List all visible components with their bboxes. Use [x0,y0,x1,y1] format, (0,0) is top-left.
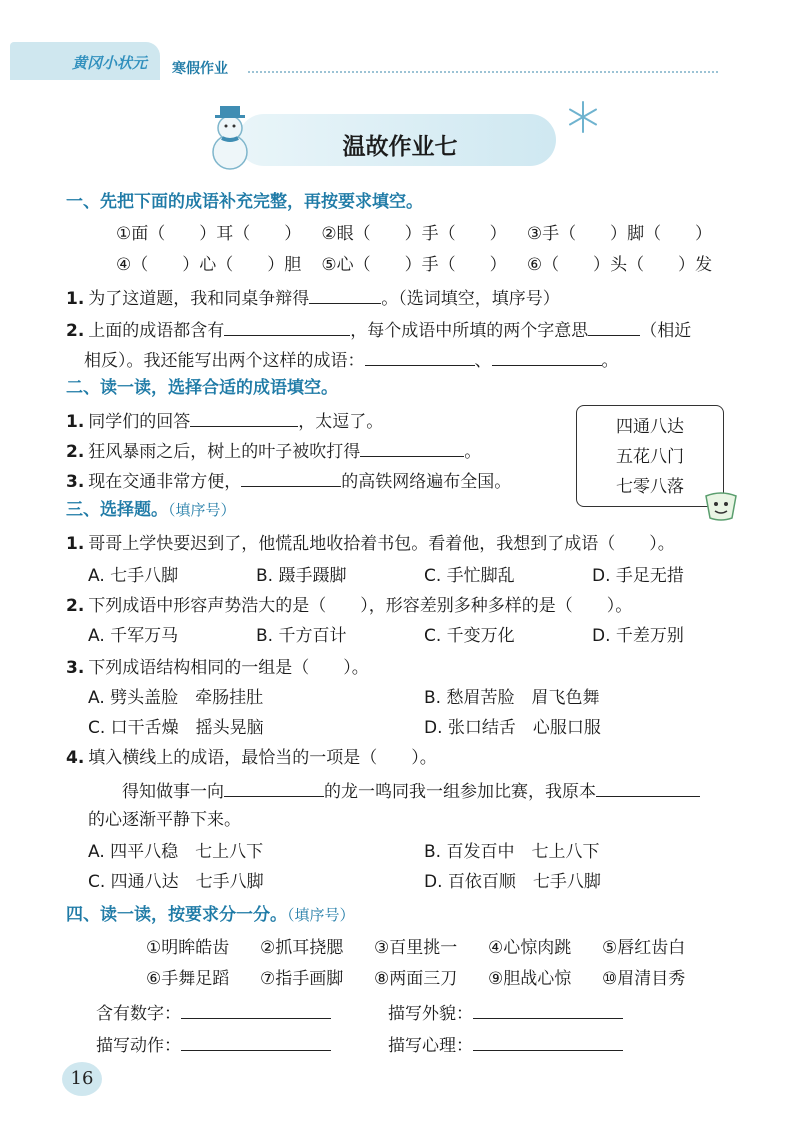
section1-heading: 一、先把下面的成语补充完整，再按要求填空。 [66,192,423,212]
option[interactable]: D. 手足无措 [592,566,684,586]
option[interactable]: A. 千军万马 [88,626,179,646]
word-bank-item: 五花八门 [616,447,684,467]
s3-q2-options [88,624,722,648]
answer-blank[interactable] [365,347,475,366]
answer-blank[interactable] [473,1000,623,1019]
answer-blank[interactable] [360,438,464,457]
idiom-item: ②眼（ ）手（ ） [321,224,507,244]
header-divider [248,71,718,73]
idiom-item: ①明眸皓齿 [146,938,230,958]
answer-blank[interactable] [224,778,324,797]
idiom-item: ⑦指手画脚 [260,969,344,989]
s3-q1-options [88,564,722,588]
word-bank-item: 四通八达 [616,417,684,437]
idiom-item: ⑤唇红齿白 [602,938,686,958]
option[interactable]: D. 张口结舌 心服口服 [424,718,601,738]
s4-idiom-row-1 [146,936,685,960]
idiom-item: ③百里挑一 [374,938,458,958]
option[interactable]: B. 蹑手蹑脚 [256,566,347,586]
answer-blank[interactable] [473,1032,623,1051]
option[interactable]: D. 百依百顺 七手八脚 [424,872,601,892]
idiom-item: ⑥手舞足蹈 [146,969,230,989]
s3-question-1: 1. 哥哥上学快要迟到了，他慌乱地收拾着书包。看着他，我想到了成语（ ）。 [66,534,675,554]
idiom-item: ④（ ）心（ ）胆 [116,255,302,275]
s3-q3-options-row2 [88,716,601,740]
s2-question-3: 3. 现在交通非常方便， 的高铁网络遍布全国。 [66,468,511,494]
word-bank-item: 七零八落 [616,477,684,497]
s2-question-2: 2. 狂风暴雨之后，树上的叶子被吹打得 。 [66,438,481,464]
option[interactable]: D. 千差万别 [592,626,684,646]
s3-q4-passage-line1: 得知做事一向 的龙一鸣同我一组参加比赛，我原本 [122,778,700,804]
idiom-item: ⑧两面三刀 [374,969,458,989]
option[interactable]: C. 手忙脚乱 [424,566,515,586]
category-appearance: 描写外貌： [388,1000,623,1026]
answer-blank[interactable] [309,285,381,304]
brand-logo: 黄冈小状元 [72,54,148,72]
option[interactable]: A. 四平八稳 七上八下 [88,842,264,862]
section2-heading: 二、读一读，选择合适的成语填空。 [66,378,338,398]
idiom-row-1 [116,222,727,246]
idiom-item: ③手（ ）脚（ ） [526,224,713,244]
s3-question-2: 2. 下列成语中形容声势浩大的是（ ），形容差别多种多样的是（ ）。 [66,596,633,616]
answer-blank[interactable] [181,1032,331,1051]
idiom-row-2 [116,253,727,277]
answer-blank[interactable] [190,408,298,427]
s3-question-4: 4. 填入横线上的成语，最恰当的一项是（ ）。 [66,748,437,768]
section3-heading: 三、选择题。（填序号） [66,500,236,520]
s1-question-2: 2. 上面的成语都含有 ，每个成语中所填的两个字意思 （相近 [66,317,691,343]
answer-blank[interactable] [492,347,602,366]
mascot-icon [700,488,742,524]
s3-q4-options-row1 [88,840,599,864]
idiom-item: ④心惊肉跳 [488,938,572,958]
option[interactable]: B. 愁眉苦脸 眉飞色舞 [424,688,600,708]
s3-q4-options-row2 [88,870,601,894]
option[interactable]: C. 口干舌燥 摇头晃脑 [88,718,264,738]
option[interactable]: C. 四通八达 七手八脚 [88,872,264,892]
idiom-item: ⑥（ ）头（ ）发 [526,255,713,275]
s2-question-1: 1. 同学们的回答 ，太逗了。 [66,408,383,434]
answer-blank[interactable] [181,1000,331,1019]
idiom-item: ⑤心（ ）手（ ） [321,255,507,275]
s4-idiom-row-2 [146,967,685,991]
option[interactable]: B. 千方百计 [256,626,347,646]
idiom-item: ⑩眉清目秀 [602,969,686,989]
category-numbers: 含有数字： [96,1000,331,1026]
option[interactable]: B. 百发百中 七上八下 [424,842,600,862]
page-title: 温故作业七 [342,134,458,160]
option[interactable]: A. 劈头盖脸 牵肠挂肚 [88,688,264,708]
option[interactable]: A. 七手八脚 [88,566,179,586]
category-psychology: 描写心理： [388,1032,623,1058]
section4-heading: 四、读一读，按要求分一分。（填序号） [66,905,355,925]
answer-blank[interactable] [596,778,700,797]
option[interactable]: C. 千变万化 [424,626,515,646]
idiom-item: ①面（ ）耳（ ） [116,224,302,244]
idiom-item: ②抓耳挠腮 [260,938,344,958]
answer-blank[interactable] [224,317,350,336]
answer-blank[interactable] [588,317,640,336]
s1-question-1: 1. 为了这道题，我和同桌争辩得 。（选词填空，填序号） [66,285,560,311]
s3-q4-passage-line2: 的心逐渐平静下来。 [88,810,241,830]
s1-question-2-cont: 相反）。我还能写出两个这样的成语： 、 。 [84,347,619,373]
idiom-item: ⑨胆战心惊 [488,969,572,989]
s3-q3-options-row1 [88,686,599,710]
s3-question-3: 3. 下列成语结构相同的一组是（ ）。 [66,658,369,678]
header-label: 寒假作业 [172,61,228,77]
answer-blank[interactable] [241,468,341,487]
category-actions: 描写动作： [96,1032,331,1058]
page-number: 16 [62,1062,102,1096]
